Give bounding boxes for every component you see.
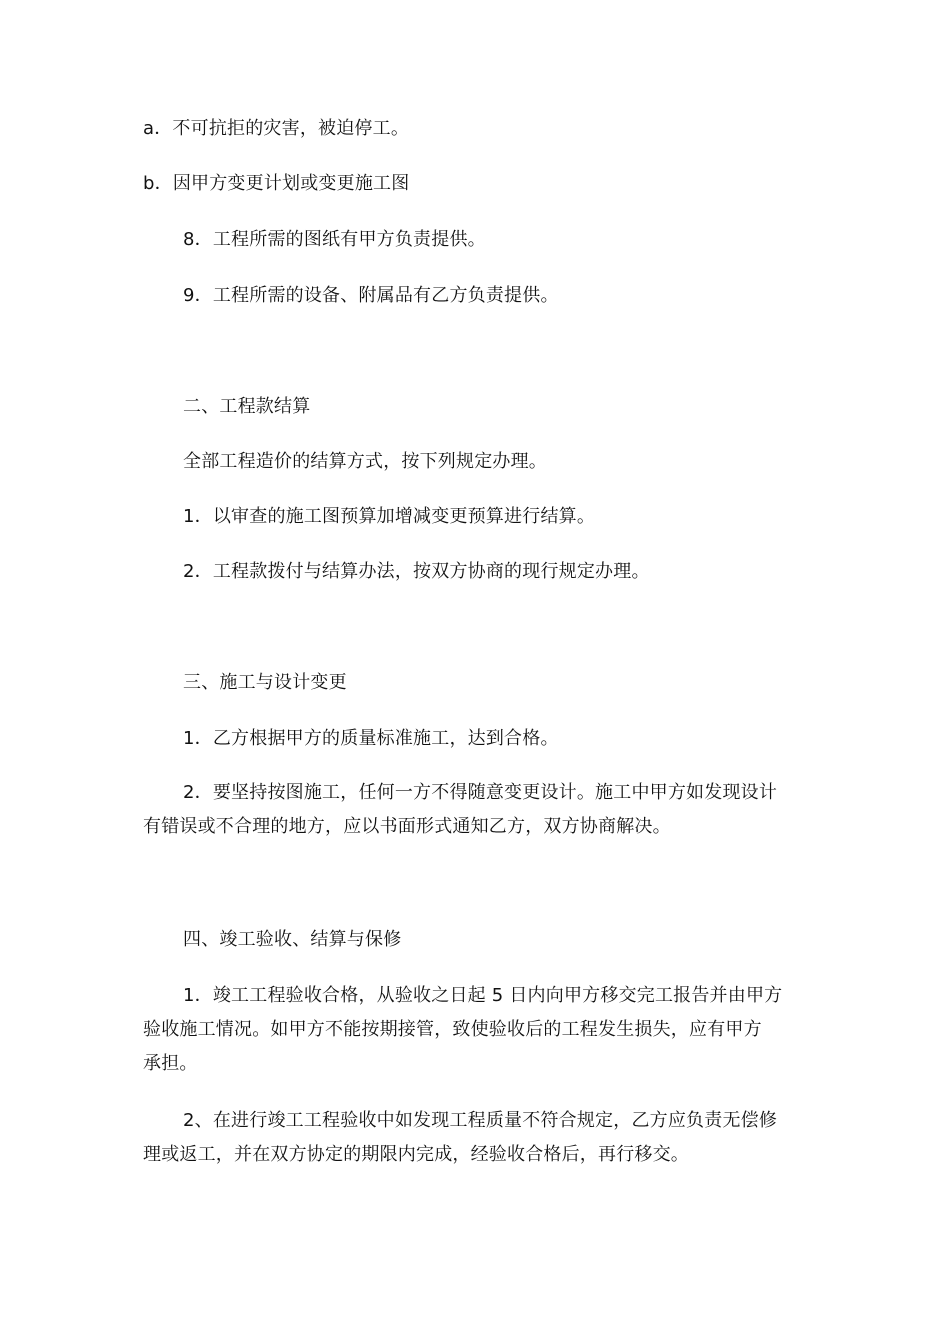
clause-a: a．不可抗拒的灾害，被迫停工。 bbox=[143, 118, 410, 139]
settlement-item-2: 2．工程款拨付与结算办法，按双方协商的现行规定办理。 bbox=[183, 561, 650, 582]
design-change-item-1: 1．乙方根据甲方的质量标准施工，达到合格。 bbox=[183, 728, 559, 749]
settlement-item-1: 1．以审查的施工图预算加增减变更预算进行结算。 bbox=[183, 506, 596, 527]
design-change-item-2-line-2: 有错误或不合理的地方，应以书面形式通知乙方，双方协商解决。 bbox=[143, 816, 671, 837]
section-heading-acceptance: 四、竣工验收、结算与保修 bbox=[183, 929, 402, 950]
design-change-item-2 bbox=[143, 776, 777, 844]
acceptance-item-1-line-3: 承担。 bbox=[143, 1053, 198, 1074]
settlement-intro: 全部工程造价的结算方式，按下列规定办理。 bbox=[183, 451, 547, 472]
acceptance-item-1 bbox=[143, 979, 782, 1081]
acceptance-item-2-line-2: 理或返工，并在双方协定的期限内完成，经验收合格后，再行移交。 bbox=[143, 1144, 689, 1165]
acceptance-item-2-line-1: 2、在进行竣工工程验收中如发现工程质量不符合规定，乙方应负责无偿修 bbox=[183, 1110, 778, 1131]
section-heading-design-change: 三、施工与设计变更 bbox=[183, 672, 347, 693]
section-heading-settlement: 二、工程款结算 bbox=[183, 396, 311, 417]
design-change-item-2-line-1: 2．要坚持按图施工，任何一方不得随意变更设计。施工中甲方如发现设计 bbox=[183, 782, 778, 803]
acceptance-item-1-line-1: 1．竣工工程验收合格，从验收之日起 5 日内向甲方移交完工报告并由甲方 bbox=[183, 985, 783, 1006]
acceptance-item-2 bbox=[143, 1104, 777, 1172]
clause-b: b．因甲方变更计划或变更施工图 bbox=[143, 173, 410, 194]
item-8: 8．工程所需的图纸有甲方负责提供。 bbox=[183, 229, 486, 250]
item-9: 9．工程所需的设备、附属品有乙方负责提供。 bbox=[183, 285, 559, 306]
acceptance-item-1-line-2: 验收施工情况。如甲方不能按期接管，致使验收后的工程发生损失，应有甲方 bbox=[143, 1019, 762, 1040]
